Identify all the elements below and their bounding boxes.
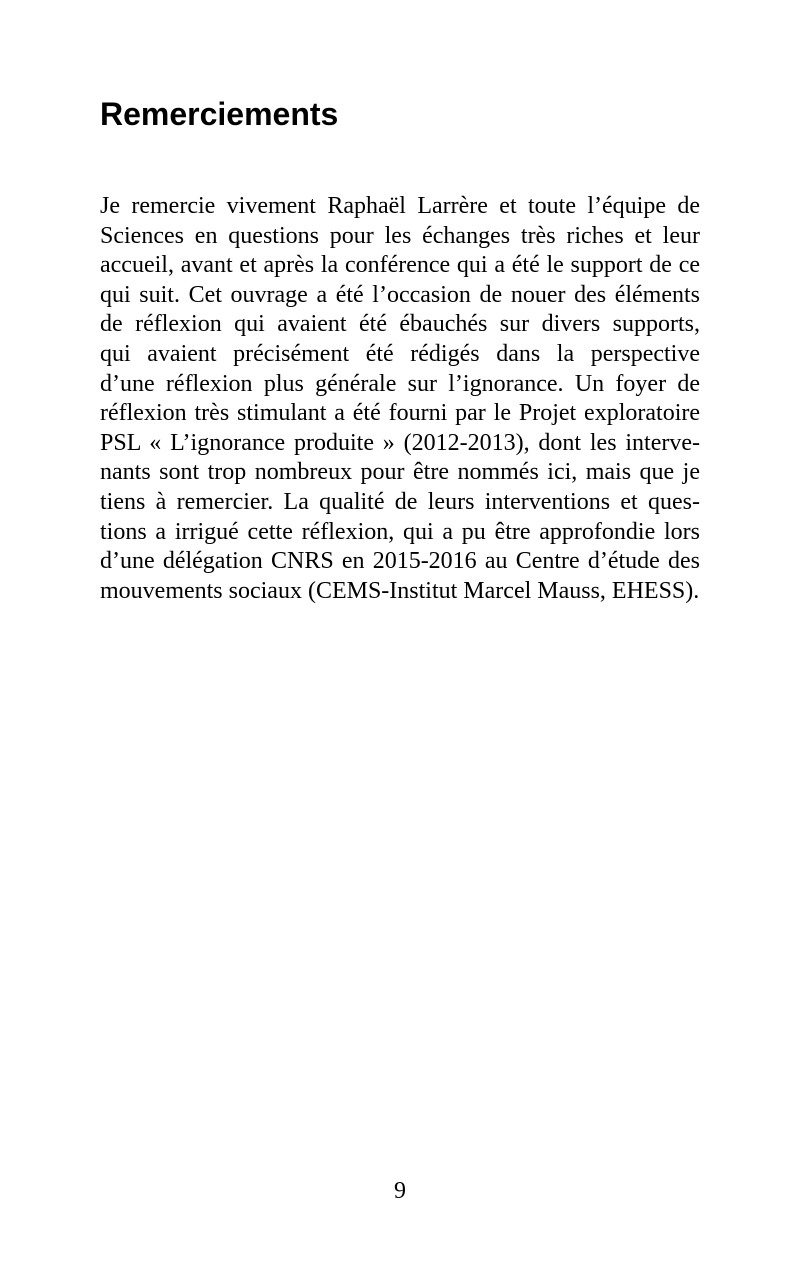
- paragraph-line: tions a irrigué cette réflexion, qui a pu être approfondie lors: [100, 518, 700, 545]
- paragraph-line: tiens à remercier. La qualité de leurs interventions et ques-: [100, 488, 700, 515]
- paragraph-line: accueil, avant et après la conférence qui a été le support de ce: [100, 252, 700, 279]
- paragraph-line: PSL « L’ignorance produite » (2012-2013), dont les interve-: [100, 429, 700, 456]
- paragraph-line: d’une délégation CNRS en 2015-2016 au Centre d’étude des: [100, 548, 700, 575]
- paragraph-line: nants sont trop nombreux pour être nommés ici, mais que je: [100, 459, 700, 486]
- page-number: 9: [394, 1178, 406, 1204]
- paragraph-line: qui suit. Cet ouvrage a été l’occasion de nouer des éléments: [100, 281, 700, 308]
- acknowledgements-paragraph: [100, 192, 700, 606]
- paragraph-line: qui avaient précisément été rédigés dans la perspective: [100, 340, 700, 367]
- paragraph-line: réflexion très stimulant a été fourni par le Projet exploratoire: [100, 400, 700, 427]
- paragraph-line: de réflexion qui avaient été ébauchés sur divers supports,: [100, 311, 700, 338]
- paragraph-line: d’une réflexion plus générale sur l’ignorance. Un foyer de: [100, 370, 700, 397]
- paragraph-line: mouvements sociaux (CEMS-Institut Marcel Mauss, EHESS).: [100, 577, 700, 604]
- page-title: Remerciements: [100, 96, 339, 132]
- paragraph-line: Je remercie vivement Raphaël Larrère et toute l’équipe de: [100, 193, 700, 219]
- paragraph-line: Sciences en questions pour les échanges très riches et leur: [100, 222, 700, 249]
